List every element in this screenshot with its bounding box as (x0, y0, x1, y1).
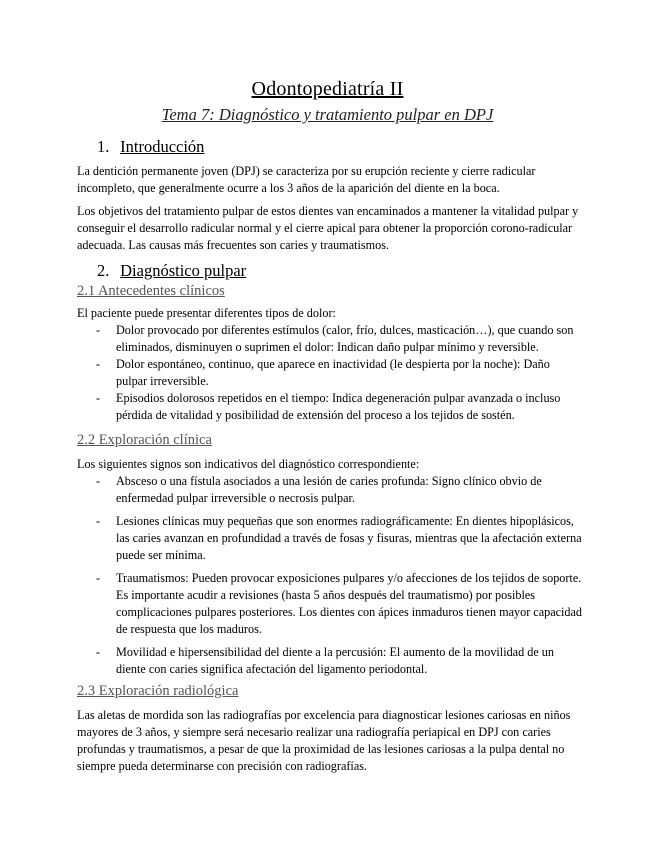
list-item: - Movilidad e hipersensibilidad del diente a la percusión: El aumento de la movilidad de un diente con caries significa afectación del ligamento periodontal. (77, 644, 582, 678)
section-heading-introduccion (97, 137, 204, 157)
document-subtitle: Tema 7: Diagnóstico y tratamiento pulpar en DPJ (161, 105, 494, 124)
subsection-heading-antecedentes: 2.1 Antecedentes clínicos (77, 283, 225, 299)
list-item: - Absceso o una fístula asociados a una lesión de caries profunda: Signo clínico obvio de enfermedad pulpar irreversible o necrosis pulpar. (77, 473, 582, 507)
document-title: Odontopediatría II (251, 78, 404, 100)
pain-types-list (77, 322, 582, 424)
paragraph: Los siguientes signos son indicativos del diagnóstico correspondiente: (77, 457, 420, 471)
section-number: 2. (97, 261, 110, 280)
section-heading-diagnostico-pulpar (97, 261, 246, 281)
list-item: - Episodios dolorosos repetidos en el tiempo: Indica degeneración pulpar avanzada o incluso pérdida de vitalidad y posibilidad de extensión del proceso a los tejidos de sostén. (77, 390, 582, 424)
list-item: - Lesiones clínicas muy pequeñas que son enormes radiográficamente: En dientes hipoplásicos, las caries avanzan en profundidad a través de fosas y fisuras, mientras que la afectación externa puede ser mínima. (77, 513, 582, 564)
section-number: 1. (97, 137, 110, 156)
paragraph: Los objetivos del tratamiento pulpar de estos dientes van encaminados a mantener la vitalidad pulpar y conseguir el desarrollo radicular normal y el cierre apical para obtener la proporción corono-radicular adecuada. Las causas más frecuentes son caries y traumatismos. (77, 204, 579, 252)
paragraph: Las aletas de mordida son las radiografías por excelencia para diagnosticar lesiones cariosas en niños mayores de 3 años, y siempre será necesario realizar una radiografía periapical en DPJ con caries profundas y traumatismos, a pesar de que la proximidad de las lesiones cariosas a la pulpa dental no siempre pueda determinarse con precisión con radiografías. (77, 708, 571, 773)
list-item: - Traumatismos: Pueden provocar exposiciones pulpares y/o afecciones de los tejidos de soporte. Es importante acudir a revisiones (hasta 5 años después del traumatismo) por posibles complicaciones pulpares posteriores. Los dientes con ápices inmaduros tienen mayor capacidad de respuesta que los maduros. (77, 570, 582, 638)
subsection-heading-exploracion-clinica: 2.2 Exploración clínica (77, 432, 212, 448)
clinical-signs-list (77, 473, 582, 684)
paragraph: La dentición permanente joven (DPJ) se caracteriza por su erupción reciente y cierre radicular incompleto, que generalmente ocurre a los 3 años de la aparición del diente en la boca. (77, 164, 536, 195)
subsection-heading-exploracion-radiologica: 2.3 Exploración radiológica (77, 683, 239, 699)
section-title: Introducción (120, 137, 205, 156)
paragraph: El paciente puede presentar diferentes tipos de dolor: (77, 306, 336, 320)
list-item: - Dolor espontáneo, continuo, que aparece en inactividad (le despierta por la noche): Daño pulpar irreversible. (77, 356, 582, 390)
list-item: - Dolor provocado por diferentes estímulos (calor, frío, dulces, masticación…), que cuando son eliminados, disminuyen o suprimen el dolor: Indican daño pulpar mínimo y reversible. (77, 322, 582, 356)
section-title: Diagnóstico pulpar (120, 261, 247, 280)
